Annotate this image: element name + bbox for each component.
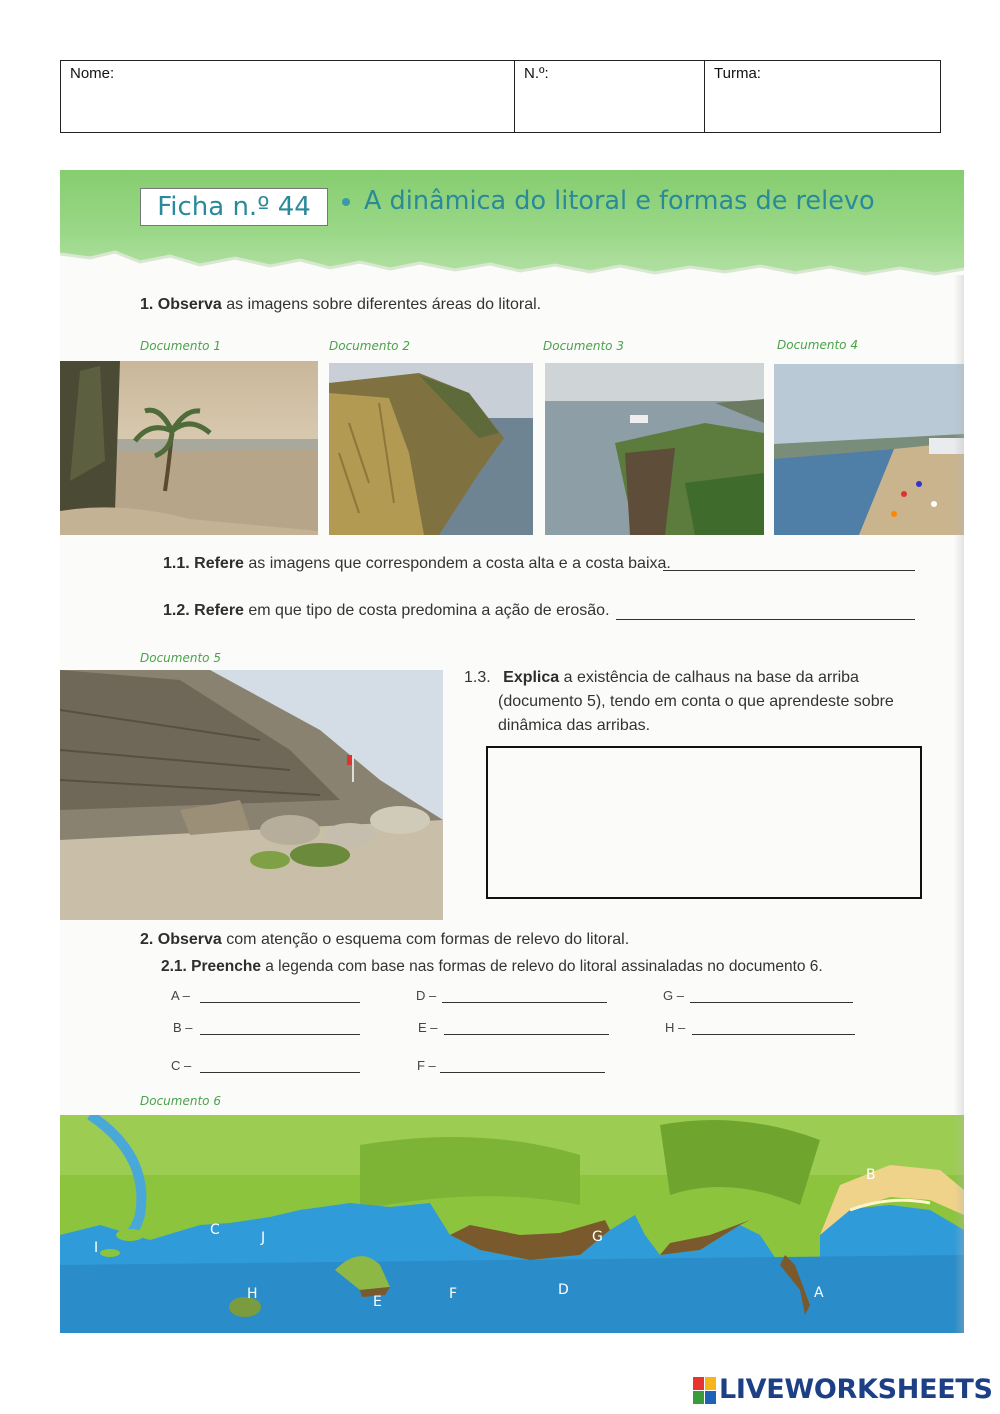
photo-green-cliff (545, 363, 764, 535)
coastal-landforms-diagram (60, 1115, 964, 1333)
liveworksheets-icon (693, 1377, 715, 1403)
question-1-3 (464, 669, 859, 687)
q2-1-verb: 2.1. Preenche (161, 958, 261, 975)
q1-3-answer-box[interactable] (486, 746, 922, 899)
legend-e-line[interactable] (444, 1034, 609, 1035)
q1-3-line3: dinâmica das arribas. (498, 717, 651, 734)
legend-g-line[interactable] (690, 1002, 853, 1003)
number-label: N.º: (524, 65, 549, 82)
doc5-label: Documento 5 (140, 651, 221, 665)
q1-3-line2: (documento 5), tendo em conta o que aprendeste sobre (498, 693, 894, 710)
question-1-2 (163, 602, 610, 620)
doc3-label: Documento 3 (543, 339, 624, 353)
doc6-label: Documento 6 (140, 1094, 221, 1108)
q1-text: as imagens sobre diferentes áreas do litoral. (221, 296, 542, 313)
map-letter-a: A (814, 1285, 824, 1301)
q1-3-number: 1.3. (464, 669, 491, 686)
map-letter-e: E (373, 1294, 382, 1310)
photo-sandy-beach (774, 364, 964, 535)
photo-cliff-pebbles (60, 670, 443, 920)
q2-1-text: a legenda com base nas formas de relevo do litoral assinaladas no documento 6. (260, 958, 823, 975)
q1-1-answer-line[interactable] (663, 570, 915, 571)
worksheet-page (60, 170, 964, 1333)
q2-verb: 2. Observa (140, 931, 222, 948)
q1-1-text: as imagens que correspondem a costa alta e a costa baixa. (243, 555, 671, 572)
legend-f-label: F – (417, 1058, 436, 1073)
legend-b-line[interactable] (200, 1034, 360, 1035)
question-1 (140, 296, 541, 314)
map-letter-j: J (261, 1230, 266, 1246)
liveworksheets-wordmark: LIVEWORKSHEETS (719, 1374, 993, 1405)
class-label: Turma: (714, 65, 761, 82)
map-letter-c: C (210, 1222, 220, 1238)
doc4-label: Documento 4 (777, 338, 858, 352)
q1-3-line1: a existência de calhaus na base da arriba (559, 669, 859, 686)
map-letter-b: B (866, 1167, 876, 1183)
liveworksheets-logo (693, 1374, 993, 1405)
q1-3-verb: Explica (503, 669, 560, 686)
q1-2-answer-line[interactable] (616, 619, 915, 620)
question-2 (140, 931, 629, 949)
map-letter-d: D (558, 1282, 569, 1298)
q1-1-verb: 1.1. Refere (163, 555, 244, 572)
legend-a (171, 988, 190, 1003)
legend-c-line[interactable] (200, 1072, 360, 1073)
map-letter-g: G (592, 1229, 603, 1245)
legend-h (665, 1020, 685, 1035)
legend-e (418, 1020, 438, 1035)
legend-c (171, 1058, 191, 1073)
legend-f (417, 1058, 436, 1073)
legend-a-line[interactable] (200, 1002, 360, 1003)
q1-verb: 1. Observa (140, 296, 222, 313)
title-bullet (342, 198, 350, 206)
doc1-label: Documento 1 (140, 339, 221, 353)
map-letter-i: I (94, 1240, 99, 1256)
name-label: Nome: (70, 65, 115, 82)
class-field[interactable] (704, 61, 940, 132)
number-field[interactable] (514, 61, 704, 132)
legend-f-line[interactable] (440, 1072, 605, 1073)
legend-e-label: E – (418, 1020, 438, 1035)
student-id-table (60, 60, 941, 133)
doc2-label: Documento 2 (329, 339, 410, 353)
legend-h-line[interactable] (692, 1034, 855, 1035)
worksheet-number: Ficha n.º 44 (140, 188, 328, 226)
scan-edge-shadow (954, 275, 964, 1333)
photo-low-coast-beach (60, 361, 318, 535)
legend-d (416, 988, 436, 1003)
legend-c-label: C – (171, 1058, 192, 1073)
q2-text: com atenção o esquema com formas de relevo do litoral. (221, 931, 630, 948)
legend-b-label: B – (173, 1020, 193, 1035)
map-letter-h: H (247, 1286, 258, 1302)
worksheet-title: A dinâmica do litoral e formas de relevo (364, 186, 875, 216)
legend-g (663, 988, 684, 1003)
name-field[interactable] (61, 61, 514, 132)
legend-g-label: G – (663, 988, 684, 1003)
legend-h-label: H – (665, 1020, 686, 1035)
photo-high-cliff (329, 363, 533, 535)
q1-2-text: em que tipo de costa predomina a ação de erosão. (243, 602, 610, 619)
legend-d-line[interactable] (442, 1002, 607, 1003)
q1-2-verb: 1.2. Refere (163, 602, 244, 619)
question-1-1 (163, 555, 671, 573)
legend-b (173, 1020, 193, 1035)
map-letter-f: F (449, 1286, 458, 1302)
question-2-1 (161, 958, 823, 976)
legend-d-label: D – (416, 988, 437, 1003)
legend-a-label: A – (171, 988, 190, 1003)
